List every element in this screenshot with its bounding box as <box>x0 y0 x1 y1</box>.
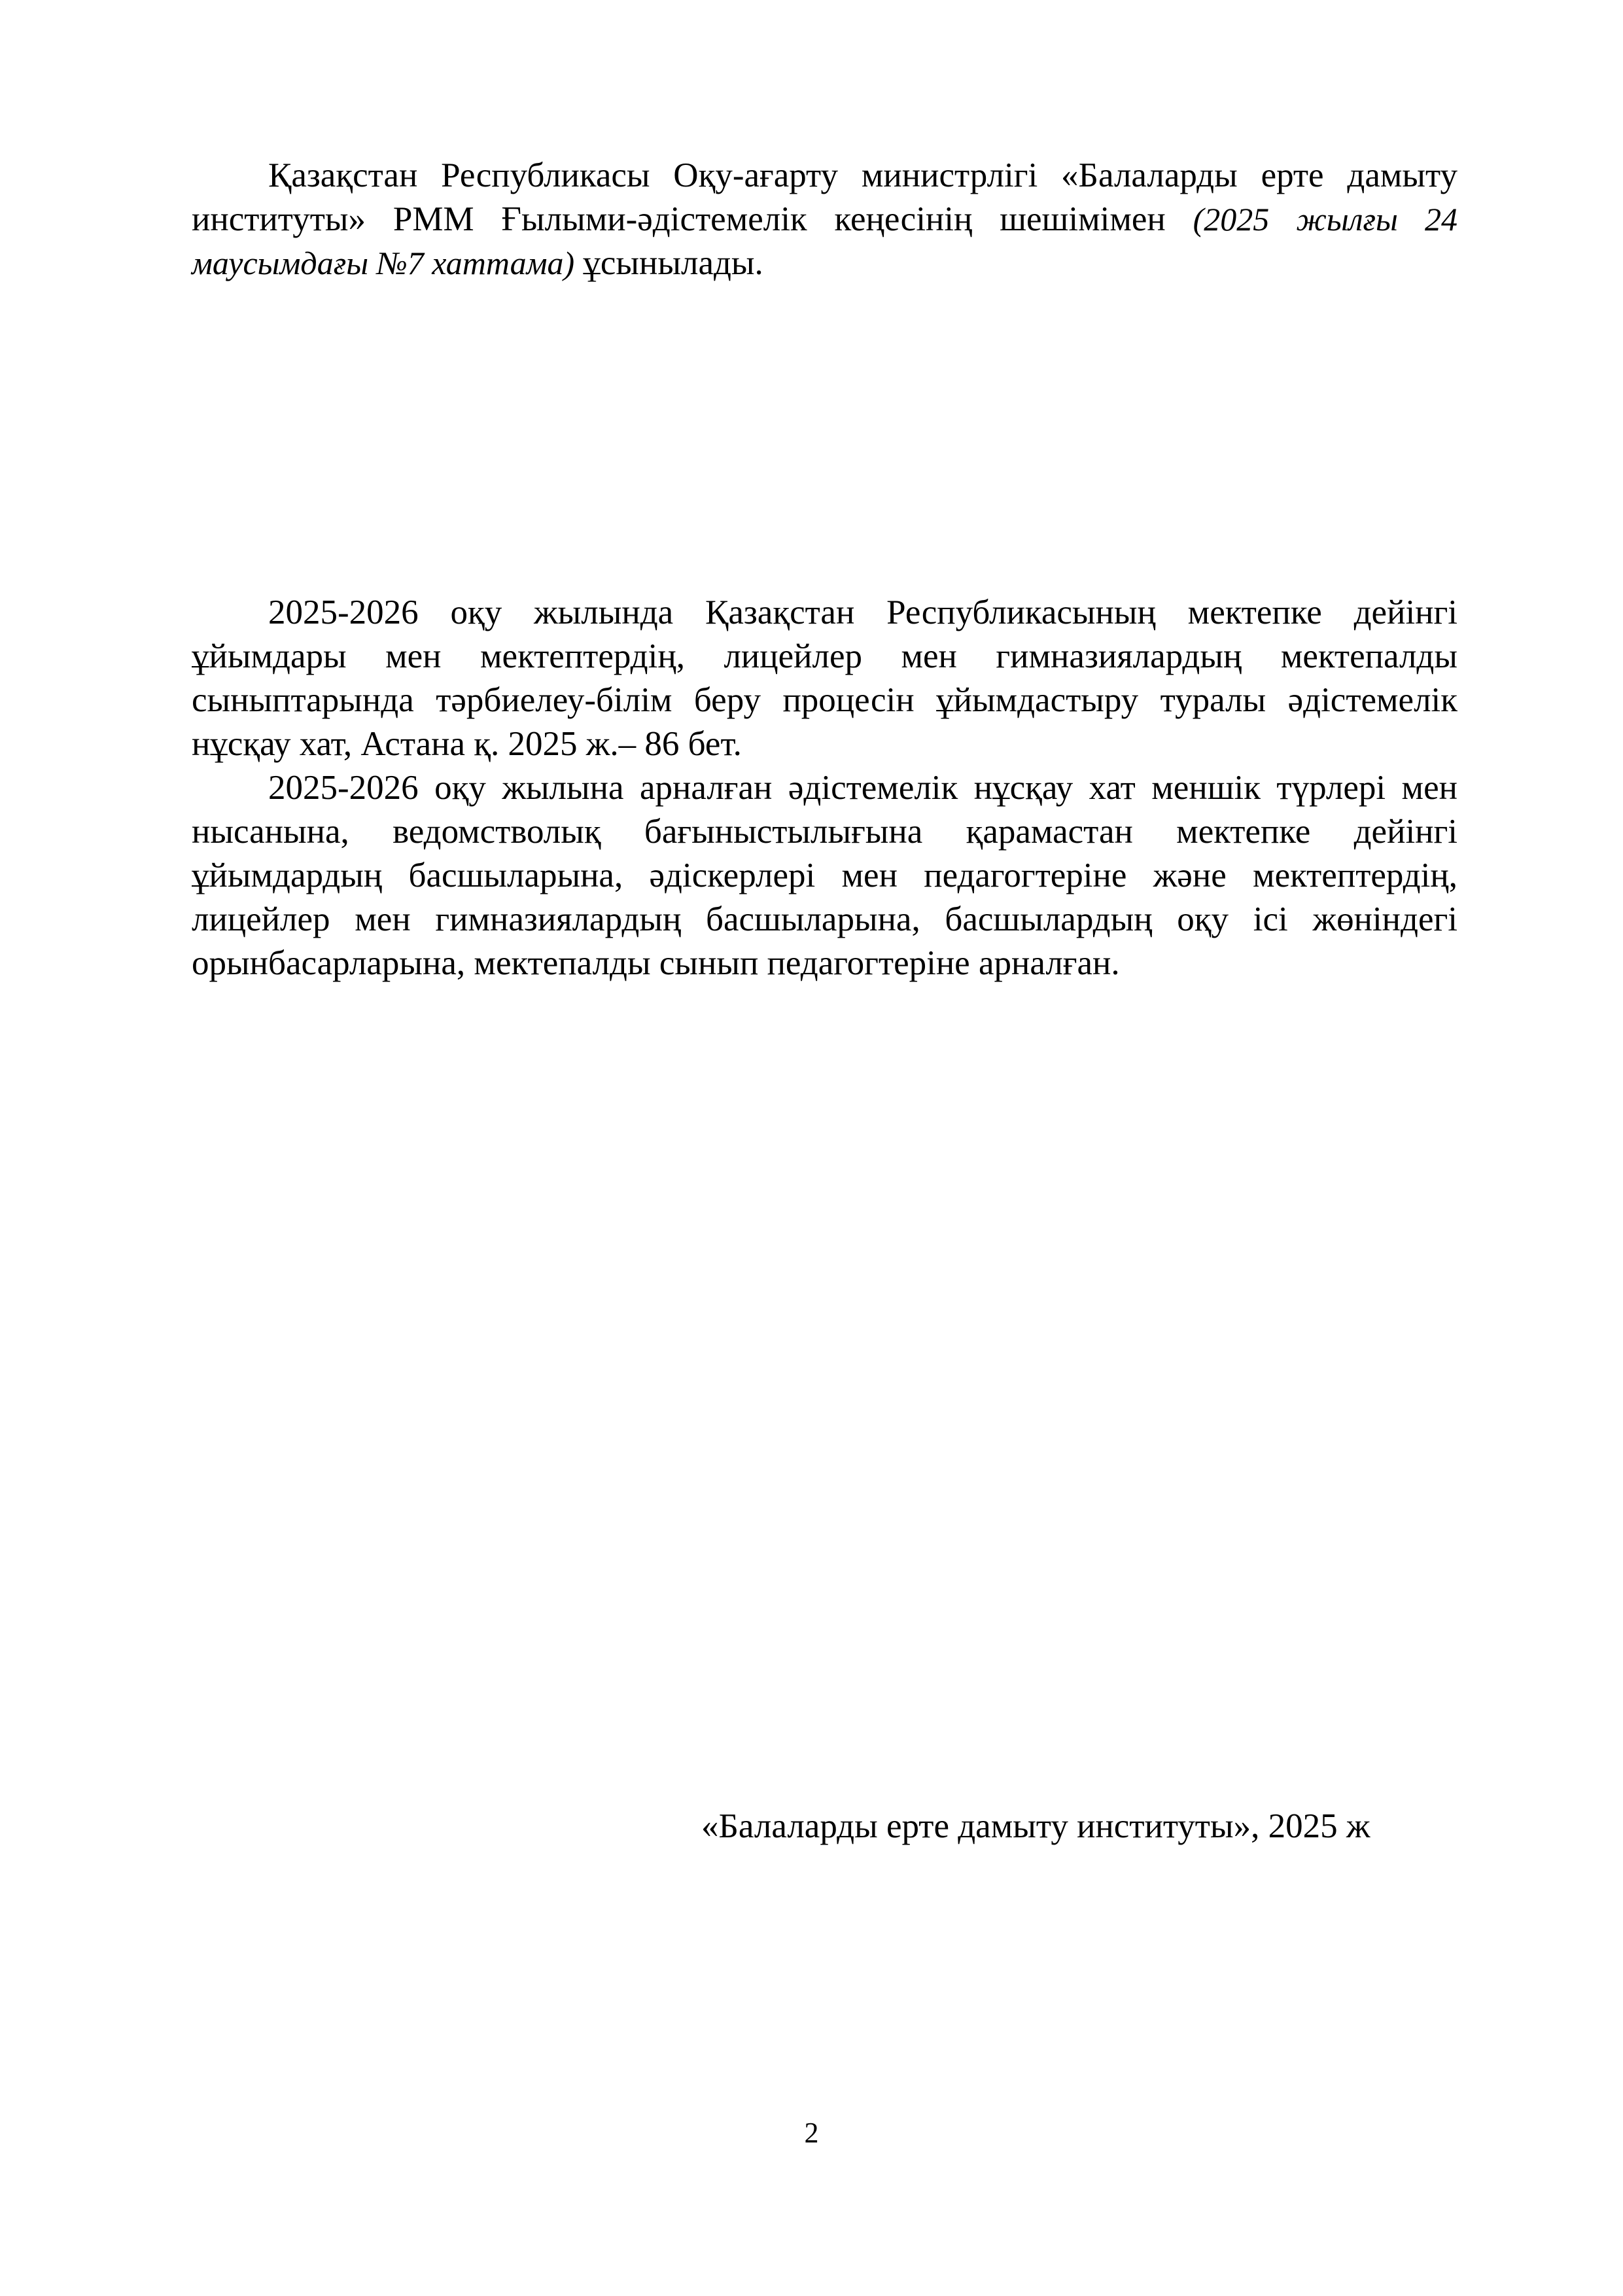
bibliographic-description: 2025-2026 оқу жылында Қазақстан Республикасының мектепке дейінгі ұйымдары мен мектептердің, лицейлер мен гимназиялардың мектепалды сыныптарында тәрбиелеу-білім беру процесін ұйымдастыру туралы әдістемелік нұсқау хат, Астана қ. 2025 ж.– 86 бет. <box>192 593 1457 763</box>
recommendation-paragraph <box>192 154 1457 285</box>
audience-paragraph: 2025-2026 оқу жылына арналған әдістемелік нұсқау хат меншік түрлері мен нысанына, ведомстволық бағыныстылығына қарамастан мектепке дейінгі ұйымдардың басшыларына, әдіскерлері мен педагогтеріне және мектептердің, лицейлер мен гимназиялардың басшыларына, басшылардың оқу ісі жөніндегі орынбасарларына, мектепалды сынып педагогтеріне арналған. <box>192 769 1457 982</box>
publisher-copyright: «Балаларды ерте дамыту институты», 2025 ж <box>701 1807 1370 1845</box>
recommendation-ending: ұсынылады. <box>574 244 763 282</box>
recommendation-text: Қазақстан Республикасы Оқу-ағарту министрлігі «Балаларды ерте дамыту институты» РММ Ғылыми-әдістемелік кеңесінің шешімімен <box>192 156 1457 238</box>
protocol-reference: (2025 жылғы 24 маусымдағы №7 хаттама) <box>192 201 1457 281</box>
page-number: 2 <box>804 2117 819 2149</box>
